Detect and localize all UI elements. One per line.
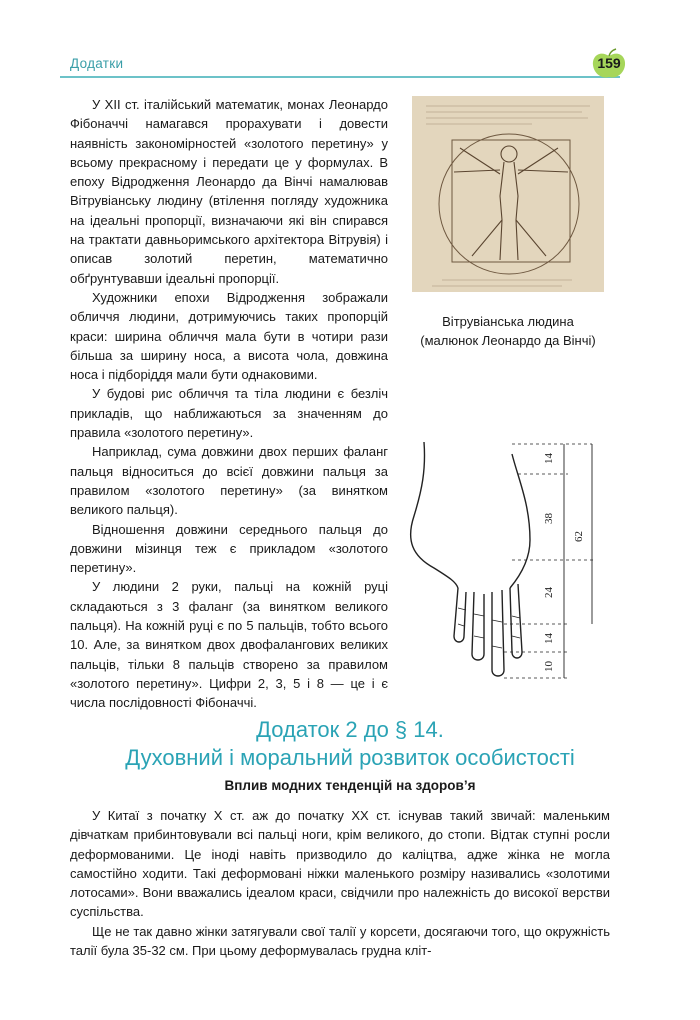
paragraph: Наприклад, сума довжини двох перших фаланг пальця відноситься до всієї довжини пальця за правилом «золотого перетину» (за винятком великого пальця). [70, 444, 388, 518]
paragraph: У Китаї з початку X ст. аж до початку XX ст. існував такий звичай: маленьким дівчаткам прибинтовували всі пальці ноги, крім великого, до стопи. Відтак ступні росли деформованими. Це іноді навіть призводило до каліцтва, адже жінка не могла самостійно ходити. Такі деформовані ніжки маленького розміру називались «золотими лотосами». Вони вважались ідеалом краси, свідчили про належність до високої верстви суспільства. [70, 808, 610, 920]
appendix-title-line: Духовний і моральний розвиток особистості [125, 745, 575, 770]
hand-label: 38 [543, 513, 555, 524]
hand-label: 62 [573, 531, 585, 542]
vitruvian-man-drawing [412, 96, 604, 292]
paragraph: У людини 2 руки, пальці на кожній руці складаються з 3 фаланг (за винятком великого пальця). На кожній руці є по 5 пальців, тобто всього 10. Але, за винятком двох двофалангових великих пальців, тільки 8 пальців створено за правилом «золотого перетину». Цифри 2, 3, 5 і 8 — це і є числа послідовності Фібоначчі. [70, 579, 388, 711]
paragraph: У будові рис обличчя та тіла людини є безліч прикладів, що наближаються за значенням до правила «золотого перетину». [70, 386, 388, 441]
section-title: Додатки [70, 56, 124, 71]
paragraph: Відношення довжини середнього пальця до довжини мізинця теж є прикладом «золотого перетину». [70, 521, 388, 576]
hand-label: 14 [543, 633, 555, 644]
caption-line: (малюнок Леонардо да Вінчі) [420, 333, 596, 348]
paragraph: У XII ст. італійський математик, монах Леонардо Фібоначчі намагався прорахувати і довести наявність закономірностей «золотого перетину» у всьому прекрасному і передати це у формулах. В епоху Відродження Леонардо да Вінчі намалював Вітрувіанську людину (втілення погляду художника на ідеальні пропорції, визначаючи які він спирався на трактати давньоримського архітектора Вітрувія) і описав золотий перетин, математично обґрунтувавши ідеальні пропорції. [70, 97, 388, 286]
appendix-title [60, 716, 640, 772]
left-text-column [70, 95, 388, 713]
page-header [0, 0, 700, 80]
hand-proportions-diagram [392, 430, 624, 692]
hand-label: 24 [543, 587, 555, 598]
paragraph: Ще не так давно жінки затягували свої талії у корсети, досягаючи того, що окружність талії була 35-32 см. При цьому деформувалась грудна кліт- [70, 923, 610, 959]
hand-label: 14 [543, 453, 555, 464]
bottom-text-block [70, 806, 610, 960]
subsection-title: Вплив модних тенденцій на здоров’я [224, 778, 476, 793]
caption-line: Вітрувіанська людина [442, 314, 574, 329]
paragraph: Художники епохи Відродження зображали обличчя людини, дотримуючись таких пропорцій краси: ширина обличчя мала бути в чотири рази більша за ширину носа, а висота чола, довжина носа і підборіддя мали бути однаковими. [70, 289, 388, 383]
appendix-title-line: Додаток 2 до § 14. [256, 717, 444, 742]
page-number: 159 [597, 55, 621, 71]
vitruvian-caption [392, 312, 624, 350]
header-rule [60, 76, 620, 78]
hand-label: 10 [543, 661, 555, 672]
